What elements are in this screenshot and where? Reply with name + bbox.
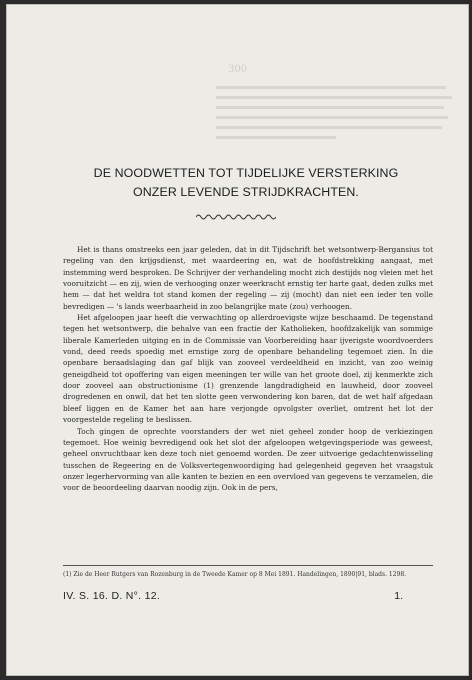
footnote: (1) Zie de Heer Rutgers van Rozenburg in de Tweede Kamer op 8 Mei 1891. Handelingen, 1890|91, blads. 1298. xyxy=(63,571,407,578)
sheet-number: 1. xyxy=(394,590,403,602)
paragraph-3: Toch gingen de oprechte voorstanders der wet niet geheel zonder hoop de verkiezingen tegemoet. Hoe weinig bevredigend ook het slot der afgeloopen wetgevingsperiode was geweest, geheel onvruchtbaar ken deze toch niet genoemd worden. De zeer uitvoerige gedachtenwisseling tusschen de Regeering en de Volksvertegenwoordiging had gelegenheid gegeven het vraagstuk onzer legerhervorming van alle kanten te bezien en een overvloed van gegevens te verzamelen, die voor de beoordeeling daarvan noodig zijn. Ook in de pers, xyxy=(63,426,433,493)
paragraph-2: Het afgeloopen jaar heeft die verwachting op allerdroevigste wijze beschaamd. De tegenstand tegen het wetsontwerp, die behalve van een fractie der Katholieken, hoofdzakelijk van sommige liberale Kamerleden uitging en in de Commissie van Voorbereiding haar ijverigste woordvoerders vond, deed reeds spoedig met ernstige zorg de openbare behandeling tegemoet zien. In die openbare beraadslaging dan gaf blijk van zooveel verdeeldheid en inzicht, van zoo weinig geneigdheid tot opoffering van eigen meeningen ter wille van het groote doel, zij kenmerkte zich door zooveel aan obstructionisme (1) grenzende langdradigheid en lauwheid, door zooveel drogredenen en onwil, dat het ten slotte geen verwondering kon baren, dat de wet half afgedaan bleef liggen en de Kamer het aan hare verjongde opvolgster overliet, omtrent het lot der voorgestelde regeling te beslissen. xyxy=(63,313,433,425)
bleed-through-lines xyxy=(216,86,456,146)
volume-signature: IV. S. 16. D. N°. 12. xyxy=(63,590,161,602)
running-head: 300 xyxy=(227,64,248,75)
title-line-2: ONZER LEVENDE STRIJDKRACHTEN. xyxy=(133,185,359,199)
document-page xyxy=(6,4,469,676)
bleed-through-texture xyxy=(216,86,456,150)
article-body xyxy=(63,244,433,494)
footnote-rule xyxy=(63,565,433,566)
title-line-1: DE NOODWETTEN TOT TIJDELIJKE VERSTERKING xyxy=(93,166,399,180)
paragraph-1: Het is thans omstreeks een jaar geleden, dat in dit Tijdschrift het wetsontwerp-Bergansius tot regeling van den krijgsdienst, met waardeering en, wat de hoofdstrekking aangaat, met instemming werd besproken. De Schrijver der verhandeling mocht zich destijds nog vleien met het vooruitzicht — en zij, wien de verhooging onzer weerkracht ernstig ter harte gaat, deden zulks met hem — dat het weldra tot stand komen der regeling — zij (mocht) dan niet een ieder ten volle bevredigen — 's lands weerbaarheid in zoo belangrijke mate (zou) verhoogen. xyxy=(63,245,433,311)
wavy-ornament-divider xyxy=(196,213,276,221)
article-title xyxy=(46,164,446,202)
